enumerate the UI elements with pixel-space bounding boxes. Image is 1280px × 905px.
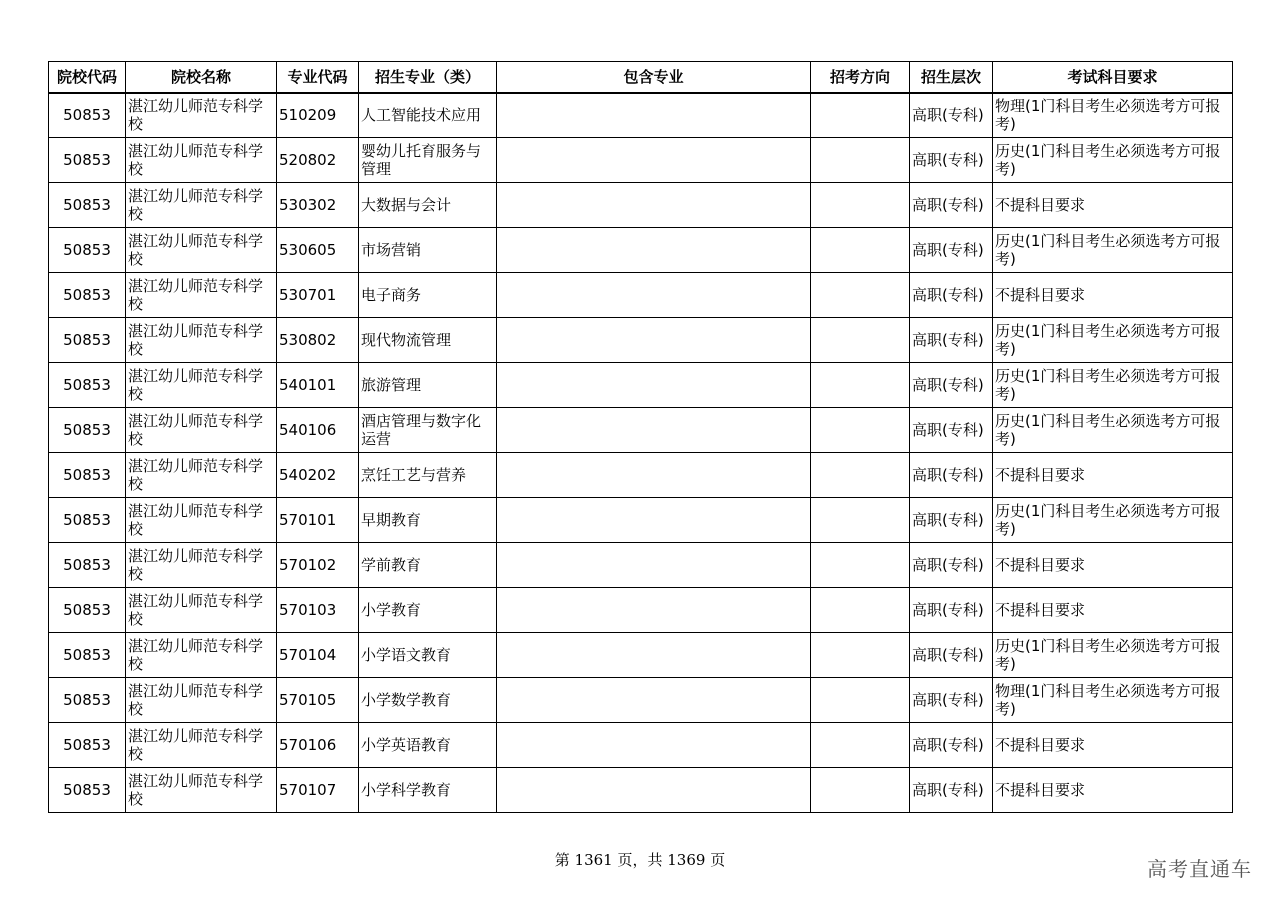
table-row (49, 318, 1233, 363)
cell-level: 高职(专科) (910, 723, 993, 768)
header-school-code: 院校代码 (49, 62, 126, 93)
header-direction: 招考方向 (811, 62, 910, 93)
cell-level: 高职(专科) (910, 768, 993, 813)
cell-school-code: 50853 (49, 93, 126, 138)
cell-school-name: 湛江幼儿师范专科学校 (126, 543, 277, 588)
cell-direction (811, 93, 910, 138)
cell-included-majors (497, 138, 811, 183)
cell-school-code: 50853 (49, 228, 126, 273)
header-major: 招生专业（类） (359, 62, 497, 93)
cell-major: 旅游管理 (359, 363, 497, 408)
cell-school-code: 50853 (49, 588, 126, 633)
cell-school-code: 50853 (49, 183, 126, 228)
cell-school-name: 湛江幼儿师范专科学校 (126, 363, 277, 408)
cell-major: 市场营销 (359, 228, 497, 273)
cell-major: 现代物流管理 (359, 318, 497, 363)
cell-direction (811, 588, 910, 633)
cell-subject-requirement: 物理(1门科目考生必须选考方可报考) (993, 93, 1233, 138)
cell-major: 小学科学教育 (359, 768, 497, 813)
cell-level: 高职(专科) (910, 498, 993, 543)
cell-direction (811, 318, 910, 363)
table-row (49, 363, 1233, 408)
cell-school-code: 50853 (49, 543, 126, 588)
table-row (49, 768, 1233, 813)
cell-major-code: 530802 (277, 318, 359, 363)
cell-major-code: 570105 (277, 678, 359, 723)
cell-subject-requirement: 历史(1门科目考生必须选考方可报考) (993, 318, 1233, 363)
cell-included-majors (497, 228, 811, 273)
table-row (49, 678, 1233, 723)
table-row (49, 723, 1233, 768)
cell-included-majors (497, 363, 811, 408)
cell-major-code: 570104 (277, 633, 359, 678)
cell-major: 婴幼儿托育服务与管理 (359, 138, 497, 183)
table-row (49, 408, 1233, 453)
cell-major: 烹饪工艺与营养 (359, 453, 497, 498)
cell-direction (811, 543, 910, 588)
cell-school-name: 湛江幼儿师范专科学校 (126, 408, 277, 453)
cell-included-majors (497, 273, 811, 318)
header-included-majors: 包含专业 (497, 62, 811, 93)
header-school-name: 院校名称 (126, 62, 277, 93)
cell-school-name: 湛江幼儿师范专科学校 (126, 318, 277, 363)
cell-subject-requirement: 历史(1门科目考生必须选考方可报考) (993, 408, 1233, 453)
cell-level: 高职(专科) (910, 588, 993, 633)
cell-level: 高职(专科) (910, 633, 993, 678)
cell-school-name: 湛江幼儿师范专科学校 (126, 453, 277, 498)
cell-included-majors (497, 588, 811, 633)
cell-subject-requirement: 不提科目要求 (993, 723, 1233, 768)
cell-direction (811, 183, 910, 228)
cell-school-code: 50853 (49, 273, 126, 318)
cell-level: 高职(专科) (910, 318, 993, 363)
cell-major-code: 530701 (277, 273, 359, 318)
cell-subject-requirement: 不提科目要求 (993, 543, 1233, 588)
cell-major: 酒店管理与数字化运营 (359, 408, 497, 453)
header-subject-requirement: 考试科目要求 (993, 62, 1233, 93)
cell-major: 大数据与会计 (359, 183, 497, 228)
table-row (49, 498, 1233, 543)
table-header-row (49, 62, 1233, 93)
cell-major-code: 570106 (277, 723, 359, 768)
cell-major-code: 530302 (277, 183, 359, 228)
cell-direction (811, 363, 910, 408)
cell-major: 小学教育 (359, 588, 497, 633)
cell-school-code: 50853 (49, 453, 126, 498)
cell-school-code: 50853 (49, 678, 126, 723)
cell-school-code: 50853 (49, 138, 126, 183)
cell-school-name: 湛江幼儿师范专科学校 (126, 768, 277, 813)
cell-direction (811, 498, 910, 543)
cell-subject-requirement: 不提科目要求 (993, 183, 1233, 228)
cell-subject-requirement: 物理(1门科目考生必须选考方可报考) (993, 678, 1233, 723)
cell-subject-requirement: 不提科目要求 (993, 453, 1233, 498)
cell-level: 高职(专科) (910, 138, 993, 183)
cell-included-majors (497, 498, 811, 543)
cell-direction (811, 228, 910, 273)
cell-included-majors (497, 183, 811, 228)
cell-included-majors (497, 453, 811, 498)
cell-school-code: 50853 (49, 633, 126, 678)
cell-school-name: 湛江幼儿师范专科学校 (126, 183, 277, 228)
header-level: 招生层次 (910, 62, 993, 93)
cell-major-code: 540106 (277, 408, 359, 453)
cell-direction (811, 273, 910, 318)
cell-included-majors (497, 543, 811, 588)
cell-direction (811, 633, 910, 678)
cell-level: 高职(专科) (910, 273, 993, 318)
watermark: 高考直通车 (1147, 857, 1252, 881)
table-body (49, 93, 1233, 813)
cell-direction (811, 723, 910, 768)
cell-level: 高职(专科) (910, 408, 993, 453)
cell-major-code: 530605 (277, 228, 359, 273)
cell-included-majors (497, 723, 811, 768)
table-row (49, 93, 1233, 138)
cell-school-name: 湛江幼儿师范专科学校 (126, 273, 277, 318)
cell-included-majors (497, 633, 811, 678)
cell-subject-requirement: 历史(1门科目考生必须选考方可报考) (993, 228, 1233, 273)
cell-direction (811, 453, 910, 498)
cell-school-name: 湛江幼儿师范专科学校 (126, 678, 277, 723)
cell-subject-requirement: 不提科目要求 (993, 768, 1233, 813)
cell-major-code: 540101 (277, 363, 359, 408)
cell-subject-requirement: 历史(1门科目考生必须选考方可报考) (993, 633, 1233, 678)
cell-school-name: 湛江幼儿师范专科学校 (126, 723, 277, 768)
cell-included-majors (497, 678, 811, 723)
cell-direction (811, 678, 910, 723)
cell-level: 高职(专科) (910, 678, 993, 723)
cell-major-code: 570101 (277, 498, 359, 543)
table-row (49, 588, 1233, 633)
cell-major-code: 520802 (277, 138, 359, 183)
cell-included-majors (497, 408, 811, 453)
cell-school-code: 50853 (49, 723, 126, 768)
cell-included-majors (497, 318, 811, 363)
table-row (49, 633, 1233, 678)
cell-school-name: 湛江幼儿师范专科学校 (126, 138, 277, 183)
cell-subject-requirement: 不提科目要求 (993, 588, 1233, 633)
cell-school-code: 50853 (49, 768, 126, 813)
cell-direction (811, 408, 910, 453)
cell-major: 小学数学教育 (359, 678, 497, 723)
cell-subject-requirement: 历史(1门科目考生必须选考方可报考) (993, 138, 1233, 183)
cell-school-code: 50853 (49, 318, 126, 363)
table-row (49, 453, 1233, 498)
cell-subject-requirement: 不提科目要求 (993, 273, 1233, 318)
cell-school-name: 湛江幼儿师范专科学校 (126, 228, 277, 273)
cell-major-code: 570103 (277, 588, 359, 633)
cell-subject-requirement: 历史(1门科目考生必须选考方可报考) (993, 363, 1233, 408)
table-row (49, 543, 1233, 588)
cell-included-majors (497, 93, 811, 138)
cell-major: 学前教育 (359, 543, 497, 588)
cell-major: 电子商务 (359, 273, 497, 318)
cell-level: 高职(专科) (910, 93, 993, 138)
cell-school-name: 湛江幼儿师范专科学校 (126, 93, 277, 138)
cell-level: 高职(专科) (910, 363, 993, 408)
cell-direction (811, 138, 910, 183)
cell-school-name: 湛江幼儿师范专科学校 (126, 633, 277, 678)
cell-direction (811, 768, 910, 813)
cell-school-code: 50853 (49, 408, 126, 453)
cell-school-name: 湛江幼儿师范专科学校 (126, 498, 277, 543)
cell-subject-requirement: 历史(1门科目考生必须选考方可报考) (993, 498, 1233, 543)
cell-major: 人工智能技术应用 (359, 93, 497, 138)
cell-major: 早期教育 (359, 498, 497, 543)
cell-major-code: 510209 (277, 93, 359, 138)
table-row (49, 273, 1233, 318)
table-row (49, 183, 1233, 228)
cell-school-name: 湛江幼儿师范专科学校 (126, 588, 277, 633)
cell-included-majors (497, 768, 811, 813)
table-row (49, 228, 1233, 273)
table-row (49, 138, 1233, 183)
cell-school-code: 50853 (49, 363, 126, 408)
cell-major: 小学英语教育 (359, 723, 497, 768)
cell-major: 小学语文教育 (359, 633, 497, 678)
cell-major-code: 570107 (277, 768, 359, 813)
header-major-code: 专业代码 (277, 62, 359, 93)
admissions-table (48, 61, 1233, 813)
cell-major-code: 570102 (277, 543, 359, 588)
cell-major-code: 540202 (277, 453, 359, 498)
cell-level: 高职(专科) (910, 183, 993, 228)
cell-level: 高职(专科) (910, 453, 993, 498)
cell-level: 高职(专科) (910, 228, 993, 273)
cell-level: 高职(专科) (910, 543, 993, 588)
page-number: 第 1361 页，共 1369 页 (554, 851, 726, 869)
cell-school-code: 50853 (49, 498, 126, 543)
